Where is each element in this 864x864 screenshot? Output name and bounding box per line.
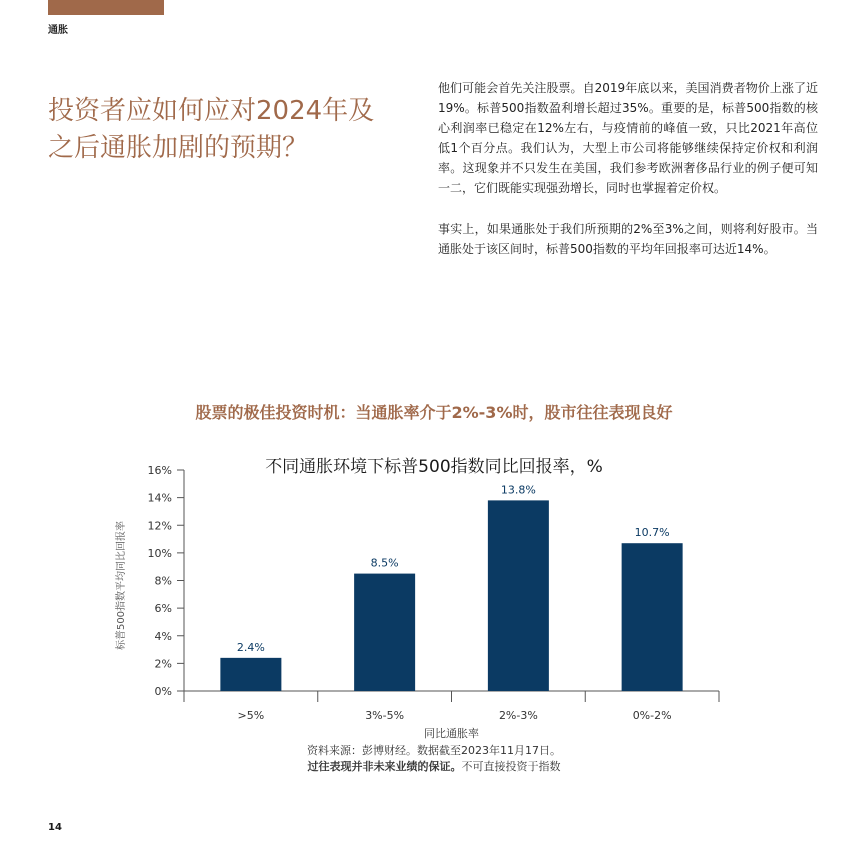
disclaimer-bold: 过往表现并非未来业绩的保证。 — [307, 760, 462, 773]
page-headline: 投资者应如何应对2024年及之后通胀加剧的预期？ — [48, 96, 375, 164]
y-tick-label: 12% — [147, 519, 172, 533]
bar-data-label: 2.4% — [236, 640, 265, 654]
bar — [220, 658, 281, 691]
chart-disclaimer — [180, 759, 688, 775]
x-tick-label: 3%-5% — [365, 709, 405, 722]
y-tick-label: 10% — [147, 546, 172, 560]
x-tick-label: 2%-3% — [498, 709, 538, 722]
bar — [622, 543, 683, 691]
y-tick-label: 2% — [154, 657, 172, 671]
bar-data-label: 8.5% — [370, 556, 399, 570]
chart-title: 不同通胀环境下标普500指数同比回报率，% — [265, 457, 603, 477]
bar-data-label: 13.8% — [500, 483, 536, 497]
bar — [354, 574, 415, 691]
disclaimer-text: 不可直接投资于指数 — [461, 760, 561, 773]
bar-chart — [100, 458, 740, 743]
body-text — [438, 78, 818, 280]
y-tick-label: 4% — [154, 629, 172, 643]
y-axis-label: 标普500指数平均同比回报率 — [116, 520, 127, 651]
y-tick-label: 16% — [147, 464, 172, 477]
y-tick-label: 0% — [154, 685, 172, 698]
page-number: 14 — [48, 822, 62, 833]
bar — [488, 500, 549, 691]
y-tick-label: 14% — [147, 491, 172, 505]
chart-source: 资料来源：彭博财经。数据截至2023年11月17日。 — [307, 744, 561, 757]
y-tick-label: 6% — [154, 602, 172, 616]
chart-headline: 股票的极佳投资时机：当通胀率介于2%-3%时，股市往往表现良好 — [195, 403, 673, 422]
body-paragraph-1: 他们可能会首先关注股票。自2019年底以来，美国消费者物价上涨了近19%。标普500指数盈利增长超过35%。重要的是，标普500指数的核心利润率已稳定在12%左右，与疫情前的峰值一致，只比2021年高位低1个百分点。我们认为，大型上市公司将能够继续保持定价权和利润率。这现象并不只发生在美国，我们参考欧洲奢侈品行业的例子便可知一二，它们既能实现强劲增长，同时也掌握着定价权。 — [438, 81, 818, 195]
header-accent-bar — [48, 0, 164, 15]
bar-data-label: 10.7% — [634, 526, 670, 540]
body-paragraph-2: 事实上，如果通胀处于我们所预期的2%至3%之间，则将利好股市。当通胀处于该区间时，标普500指数的平均年回报率可达近14%。 — [438, 222, 818, 256]
section-label: 通胀 — [48, 25, 68, 36]
x-axis-label: 同比通胀率 — [424, 727, 479, 740]
y-tick-label: 8% — [154, 574, 172, 588]
x-tick-label: 0%-2% — [632, 709, 672, 722]
x-tick-label: >5% — [237, 709, 265, 722]
